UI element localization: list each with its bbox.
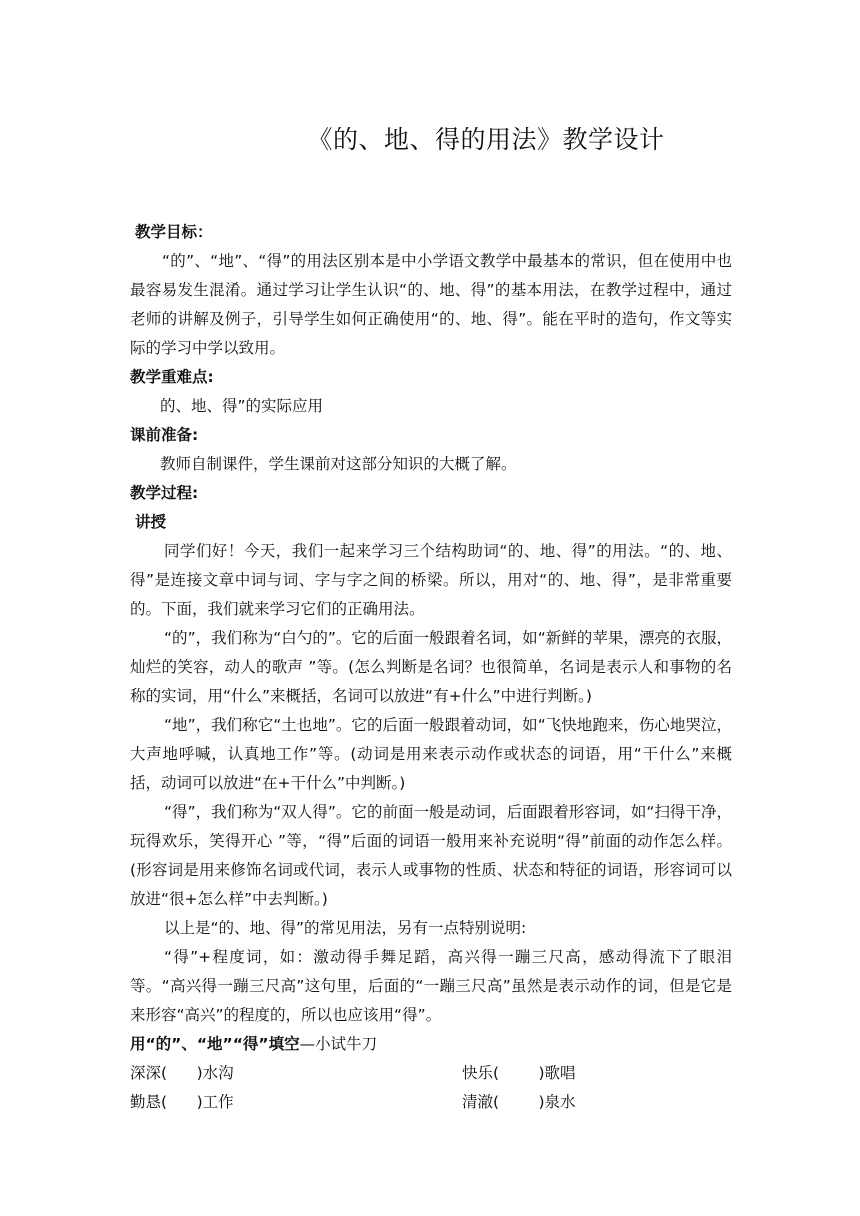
exercise-item: 深深( )水沟 bbox=[130, 1064, 234, 1082]
lecture-paragraph-de: “的”，我们称为“白勺的”。它的后面一般跟着名词，如“新鲜的苹果，漂亮的衣服，灿烂的笑容，动人的歌声 ”等。(怎么判断是名词？也很简单，名词是表示人和事物的名称的实词，用“什么”来概括，名词可以放进“有+什么”中进行判断。) bbox=[130, 629, 732, 705]
document-title: 《的、地、得的用法》教学设计 bbox=[307, 125, 665, 154]
lecture-heading: 讲授 bbox=[135, 513, 167, 531]
exercise-heading-bold: 用“的”、“地”“得”填空 bbox=[130, 1035, 300, 1053]
preparation-heading: 课前准备: bbox=[130, 426, 199, 444]
exercise-item: 快乐( )歌唱 bbox=[462, 1064, 576, 1082]
exercise-row bbox=[130, 1059, 732, 1088]
lecture-paragraph-intro: 同学们好！今天，我们一起来学习三个结构助词“的、地、得”的用法。“的、地、得”是连接文章中词与词、字与字之间的桥梁。所以，用对“的、地、得”，是非常重要的。下面，我们就来学习它们的正确用法。 bbox=[130, 542, 732, 618]
key-points-text: 的、地、得”的实际应用 bbox=[160, 397, 324, 415]
lecture-paragraph-summary: 以上是“的、地、得”的常见用法，另有一点特别说明: bbox=[164, 919, 527, 937]
exercise-heading bbox=[130, 1030, 732, 1059]
goals-heading: 教学目标： bbox=[135, 223, 213, 241]
key-points-heading: 教学重难点: bbox=[130, 368, 214, 386]
lecture-paragraph-dei: “得”，我们称为“双人得”。它的前面一般是动词，后面跟着形容词，如“扫得干净，玩得欢乐，笑得开心 ”等，“得”后面的词语一般用来补充说明“得”前面的动作怎么样。(形容词是用来修饰名词或代词，表示人或事物的性质、状态和特征的词语，形容词可以放进“很+怎么样”中去判断。) bbox=[130, 803, 732, 908]
goals-paragraph: “的”、“地”、“得”的用法区别本是中小学语文教学中最基本的常识，但在使用中也最容易发生混淆。通过学习让学生认识“的、地、得”的基本用法，在教学过程中，通过老师的讲解及例子，引导学生如何正确使用“的、地、得”。能在平时的造句，作文等实际的学习中学以致用。 bbox=[130, 252, 732, 357]
process-heading: 教学过程: bbox=[130, 484, 199, 502]
lecture-paragraph-di: “地”，我们称它“土也地”。它的后面一般跟着动词，如“飞快地跑来，伤心地哭泣，大声地呼喊，认真地工作”等。(动词是用来表示动作或状态的词语，用“干什么”来概括，动词可以放进“在+干什么”中判断。) bbox=[130, 716, 732, 792]
exercise-item: 勤恳( )工作 bbox=[130, 1093, 234, 1111]
document-body bbox=[130, 218, 732, 1117]
preparation-text: 教师自制课件，学生课前对这部分知识的大概了解。 bbox=[160, 455, 517, 473]
exercise-item: 清澈( )泉水 bbox=[462, 1093, 576, 1111]
lecture-paragraph-degree: “得”+程度词，如：激动得手舞足蹈，高兴得一蹦三尺高，感动得流下了眼泪 等。“高兴得一蹦三尺高”这句里，后面的“一蹦三尺高”虽然是表示动作的词，但是它是来形容“高兴”的程度的，所以也应该用“得”。 bbox=[130, 948, 732, 1024]
exercise-heading-rest: —小试牛刀 bbox=[299, 1035, 378, 1053]
exercise-row bbox=[130, 1088, 732, 1117]
